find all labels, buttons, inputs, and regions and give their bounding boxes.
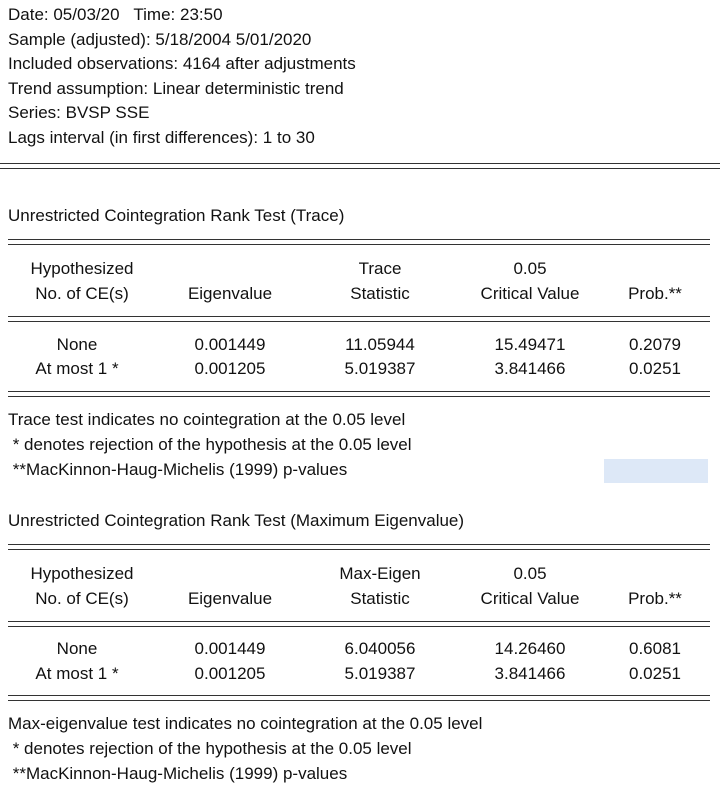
output-header <box>8 3 356 150</box>
trace-col-prob: Prob.** <box>628 284 682 303</box>
header-trend-assumption: Trend assumption: Linear deterministic trend <box>8 78 344 98</box>
maxeig-row1-eigen: 0.001449 <box>194 639 266 658</box>
trace-col-stat-2: Statistic <box>350 284 410 303</box>
maxeig-test-title: Unrestricted Cointegration Rank Test (Maximum Eigenvalue) <box>8 511 465 530</box>
header-date-time: Date: 05/03/20 Time: 23:50 <box>8 5 223 24</box>
maxeig-col-stat-2: Statistic <box>350 589 410 608</box>
selection-highlight <box>604 459 708 483</box>
trace-col-hyp-2: No. of CE(s) <box>35 284 129 303</box>
maxeig-col-crit-2: Critical Value <box>480 589 580 608</box>
maxeig-row2-eigen: 0.001205 <box>194 664 266 683</box>
trace-note-3: **MacKinnon-Haug-Michelis (1999) p-values <box>8 460 348 479</box>
maxeig-note-2: * denotes rejection of the hypothesis at the 0.05 level <box>8 739 412 758</box>
maxeig-col-hyp-1: Hypothesized <box>30 564 134 583</box>
maxeig-row1-prob: 0.6081 <box>629 639 681 658</box>
maxeig-row2-stat: 5.019387 <box>344 664 416 683</box>
maxeig-col-eigen: Eigenvalue <box>187 589 273 608</box>
header-series: Series: BVSP SSE <box>8 103 150 122</box>
maxeig-table-header-rule <box>8 621 710 627</box>
trace-row2-eigen: 0.001205 <box>194 359 266 378</box>
maxeig-row2-prob: 0.0251 <box>629 664 681 683</box>
trace-row2-crit: 3.841466 <box>494 359 566 378</box>
trace-table-top-rule <box>8 239 710 245</box>
header-lags-interval: Lags interval (in first differences): 1 to 30 <box>8 127 315 147</box>
trace-row2-prob: 0.0251 <box>629 359 681 378</box>
maxeig-col-hyp-2: No. of CE(s) <box>35 589 129 608</box>
trace-table-header-rule <box>8 316 710 322</box>
trace-col-crit-1: 0.05 <box>513 259 547 278</box>
trace-col-hyp-1: Hypothesized <box>30 259 134 278</box>
maxeig-col-stat-1: Max-Eigen <box>339 564 421 583</box>
header-observations: Included observations: 4164 after adjustments <box>8 54 356 73</box>
trace-row2-hyp: At most 1 * <box>35 359 119 378</box>
maxeig-table-top-rule <box>8 544 710 550</box>
trace-row1-stat: 11.05944 <box>345 335 415 354</box>
maxeig-row1-stat: 6.040056 <box>344 639 416 658</box>
maxeig-table-bottom-rule <box>8 695 710 701</box>
header-divider <box>0 163 720 169</box>
maxeig-row1-hyp: None <box>56 639 98 658</box>
trace-col-eigen: Eigenvalue <box>187 284 273 303</box>
trace-note-2: * denotes rejection of the hypothesis at the 0.05 level <box>8 435 412 454</box>
maxeig-note-3: **MacKinnon-Haug-Michelis (1999) p-values <box>8 764 348 783</box>
maxeig-col-crit-1: 0.05 <box>513 564 547 583</box>
maxeig-row1-crit: 14.26460 <box>494 639 566 658</box>
maxeig-row2-hyp: At most 1 * <box>35 664 119 683</box>
trace-row1-prob: 0.2079 <box>629 335 681 354</box>
maxeig-note-1: Max-eigenvalue test indicates no cointegration at the 0.05 level <box>8 714 483 733</box>
trace-table-bottom-rule <box>8 391 710 397</box>
trace-note-1: Trace test indicates no cointegration at the 0.05 level <box>8 410 406 429</box>
trace-row1-crit: 15.49471 <box>494 335 566 354</box>
trace-col-stat-1: Trace <box>358 259 402 278</box>
trace-test-title: Unrestricted Cointegration Rank Test (Trace) <box>8 206 345 225</box>
trace-col-crit-2: Critical Value <box>480 284 580 303</box>
header-sample: Sample (adjusted): 5/18/2004 5/01/2020 <box>8 29 312 49</box>
maxeig-row2-crit: 3.841466 <box>494 664 566 683</box>
trace-row2-stat: 5.019387 <box>344 359 416 378</box>
maxeig-col-prob: Prob.** <box>628 589 682 608</box>
trace-row1-eigen: 0.001449 <box>194 335 266 354</box>
trace-row1-hyp: None <box>56 335 98 354</box>
